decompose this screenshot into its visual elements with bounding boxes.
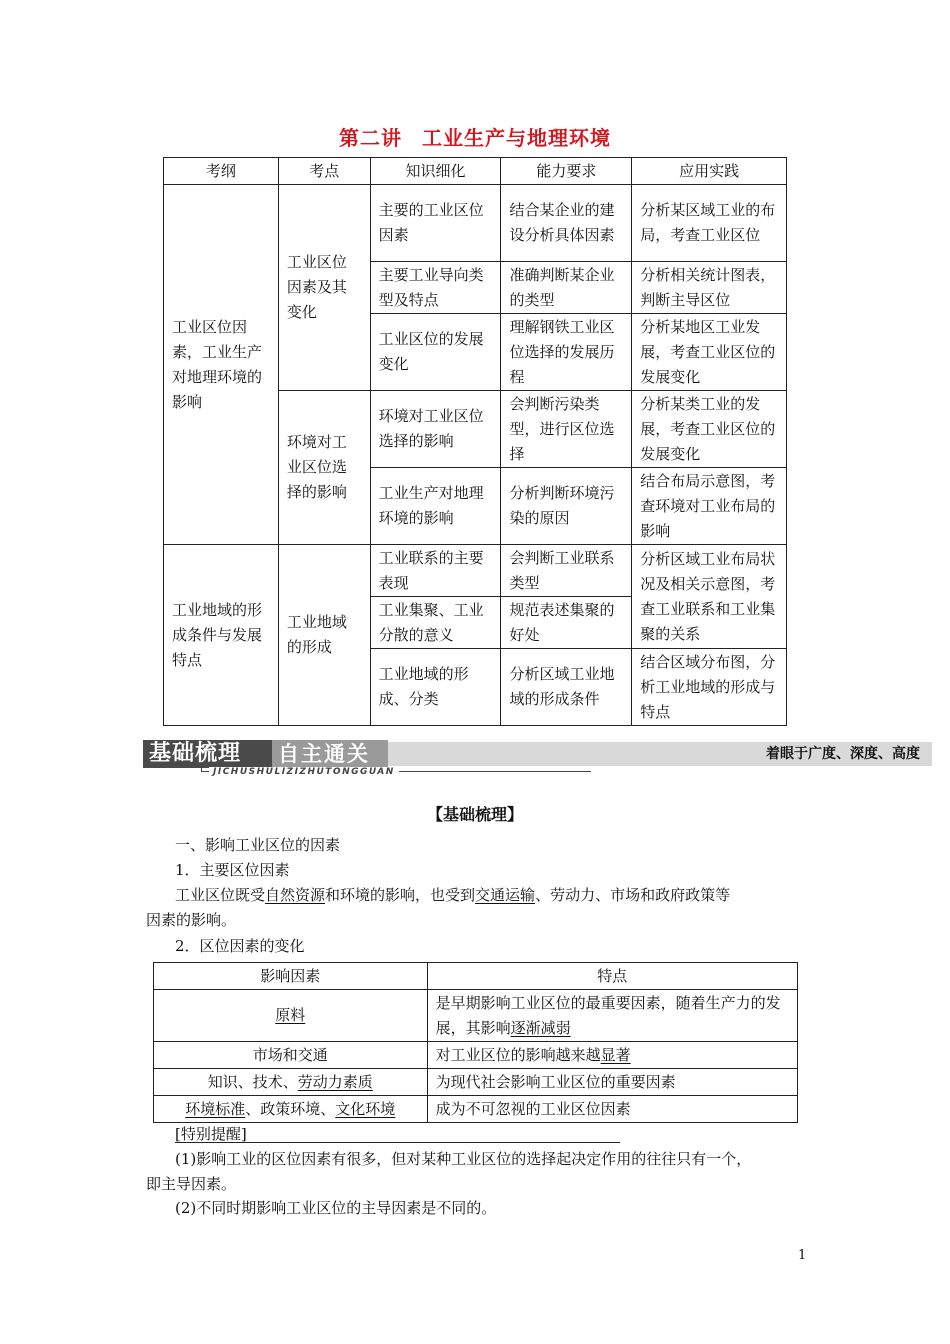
paragraph-line-1 bbox=[175, 883, 730, 908]
banner-right-label: 着眼于广度、深度、高度 bbox=[766, 746, 920, 762]
reminder-item-2: (2)不同时期影响工业区位的主导因素是不同的。 bbox=[175, 1199, 497, 1217]
ability-cell: 规范表述集聚的好处 bbox=[501, 597, 632, 649]
ability-cell: 会判断工业联系类型 bbox=[501, 545, 632, 597]
factor-cell bbox=[154, 990, 428, 1042]
detail-cell: 工业联系的主要表现 bbox=[370, 545, 501, 597]
point-cell: 工业区位因素及其变化 bbox=[278, 185, 370, 391]
reminder-label: [特别提醒] bbox=[175, 1125, 247, 1143]
syllabus-table bbox=[163, 157, 787, 726]
detail-cell: 主要的工业区位因素 bbox=[370, 185, 501, 262]
detail-cell: 工业地域的形成、分类 bbox=[370, 649, 501, 726]
header-syllabus: 考纲 bbox=[164, 158, 279, 185]
ability-cell: 结合某企业的建设分析具体因素 bbox=[501, 185, 632, 262]
feature-cell bbox=[427, 1042, 797, 1069]
reminder-rule bbox=[175, 1142, 620, 1143]
text-span: 和环境的影响，也受到 bbox=[325, 886, 476, 904]
syllabus-cell: 工业地域的形成条件与发展特点 bbox=[164, 545, 279, 726]
text-span: 对工业区位的影响越来越 bbox=[435, 1045, 601, 1064]
heading-3: 2．区位因素的变化 bbox=[175, 937, 305, 955]
header-feature: 特点 bbox=[427, 963, 797, 990]
banner-pinyin: JICHUSHULIZIZHUTONGGUAN bbox=[209, 767, 399, 777]
text-span: 、政策环境、 bbox=[245, 1099, 336, 1118]
text-span: 、劳动力、市场和政府政策等 bbox=[535, 886, 731, 904]
banner-left-label: 基础梳理 bbox=[143, 740, 272, 768]
special-reminder bbox=[175, 1125, 620, 1143]
practice-cell: 分析某地区工业发展，考查工业区位的发展变化 bbox=[632, 314, 787, 391]
ability-cell: 分析判断环境污染的原因 bbox=[501, 468, 632, 545]
feature-cell bbox=[427, 990, 797, 1042]
blank-answer: 原料 bbox=[275, 1006, 306, 1024]
banner-middle-label: 自主通关 bbox=[272, 740, 388, 768]
text-span: 知识、技术、 bbox=[207, 1072, 298, 1091]
table-row bbox=[164, 545, 787, 597]
header-point: 考点 bbox=[278, 158, 370, 185]
table-row bbox=[154, 990, 798, 1042]
ability-cell: 准确判断某企业的类型 bbox=[501, 262, 632, 314]
text-span: 工业区位既受 bbox=[175, 886, 266, 904]
factor-cell bbox=[154, 1096, 428, 1123]
table-row bbox=[154, 1096, 798, 1123]
paragraph-line-2: 因素的影响。 bbox=[146, 911, 237, 929]
blank-answer: 显著 bbox=[600, 1045, 631, 1064]
factors-table bbox=[153, 962, 798, 1123]
practice-cell: 分析某区域工业的布局，考查工业区位 bbox=[632, 185, 787, 262]
detail-cell: 工业区位的发展变化 bbox=[370, 314, 501, 391]
page-title bbox=[0, 122, 950, 151]
table-row bbox=[164, 185, 787, 262]
detail-cell: 工业集聚、工业分散的意义 bbox=[370, 597, 501, 649]
header-practice: 应用实践 bbox=[632, 158, 787, 185]
syllabus-cell: 工业区位因素，工业生产对地理环境的影响 bbox=[164, 185, 279, 545]
text-span: 是早期影响工业区位的最重要因素，随着生产力的发展，其影响 bbox=[435, 993, 781, 1037]
detail-cell: 主要工业导向类型及特点 bbox=[370, 262, 501, 314]
blank-answer: 交通运输 bbox=[475, 886, 536, 904]
practice-cell: 分析相关统计图表，判断主导区位 bbox=[632, 262, 787, 314]
table-row bbox=[154, 1042, 798, 1069]
heading-2: 1．主要区位因素 bbox=[175, 861, 290, 879]
table-header-row bbox=[164, 158, 787, 185]
blank-answer: 环境标准 bbox=[185, 1099, 246, 1118]
ability-cell: 分析区域工业地域的形成条件 bbox=[501, 649, 632, 726]
ability-cell: 会判断污染类型，进行区位选择 bbox=[501, 391, 632, 468]
feature-cell: 成为不可忽视的工业区位因素 bbox=[427, 1096, 797, 1123]
blank-answer: 劳动力素质 bbox=[297, 1072, 373, 1091]
lecture-title: 工业生产与地理环境 bbox=[421, 126, 611, 150]
table-header-row bbox=[154, 963, 798, 990]
blank-answer: 逐渐减弱 bbox=[510, 1018, 571, 1037]
table-row bbox=[154, 1069, 798, 1096]
header-detail: 知识细化 bbox=[370, 158, 501, 185]
heading-1: 一、影响工业区位的因素 bbox=[175, 836, 341, 854]
factor-cell bbox=[154, 1069, 428, 1096]
practice-cell: 分析某类工业的发展，考查工业区位的发展变化 bbox=[632, 391, 787, 468]
factor-cell: 市场和交通 bbox=[154, 1042, 428, 1069]
reminder-item-1: (1)影响工业的区位因素有很多，但对某种工业区位的选择起决定作用的往往只有一个， bbox=[175, 1150, 752, 1168]
section-title: 【基础梳理】 bbox=[426, 805, 523, 824]
practice-cell: 结合区域分布图，分析工业地域的形成与特点 bbox=[632, 649, 787, 726]
blank-answer: 自然资源 bbox=[265, 886, 326, 904]
detail-cell: 工业生产对地理环境的影响 bbox=[370, 468, 501, 545]
ability-cell: 理解钢铁工业区位选择的发展历程 bbox=[501, 314, 632, 391]
reminder-item-1-cont: 即主导因素。 bbox=[146, 1175, 237, 1193]
point-cell: 环境对工业区位选择的影响 bbox=[278, 391, 370, 545]
detail-cell: 环境对工业区位选择的影响 bbox=[370, 391, 501, 468]
blank-answer: 文化环境 bbox=[335, 1099, 396, 1118]
point-cell: 工业地域的形成 bbox=[278, 545, 370, 726]
header-ability: 能力要求 bbox=[501, 158, 632, 185]
header-factor: 影响因素 bbox=[154, 963, 428, 990]
practice-cell: 分析区域工业布局状况及相关示意图，考查工业联系和工业集聚的关系 bbox=[632, 545, 787, 649]
section-banner bbox=[143, 740, 932, 780]
feature-cell: 为现代社会影响工业区位的重要因素 bbox=[427, 1069, 797, 1096]
lecture-number: 第二讲 bbox=[339, 126, 403, 150]
page-number: 1 bbox=[798, 1248, 807, 1263]
practice-cell: 结合布局示意图，考查环境对工业布局的影响 bbox=[632, 468, 787, 545]
